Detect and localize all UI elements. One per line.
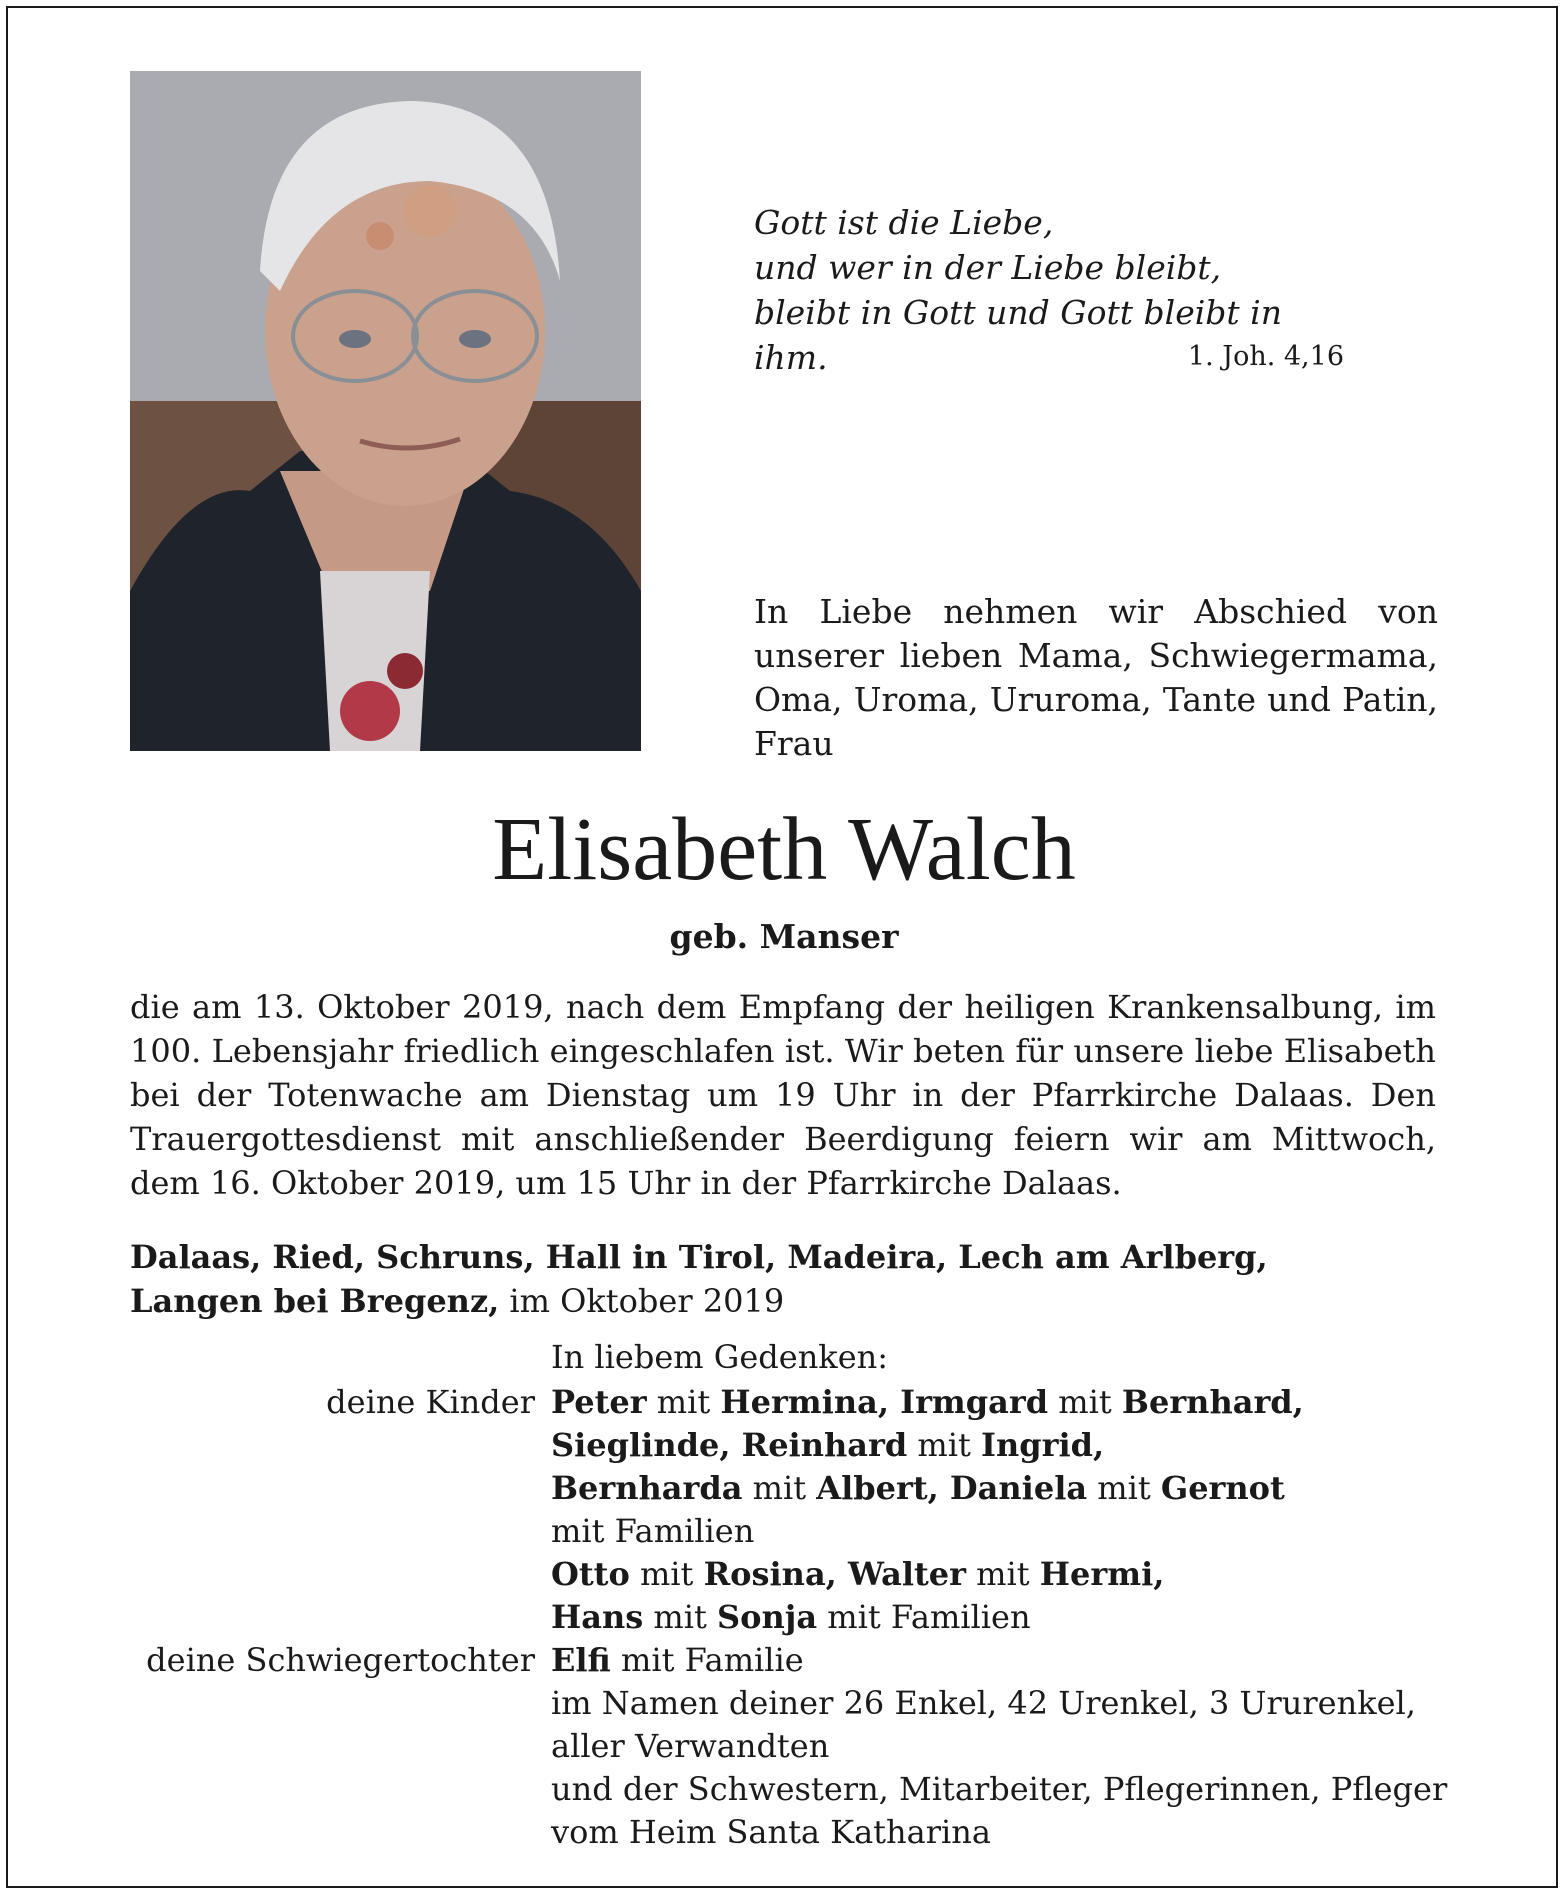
family-row: mit Familien <box>551 1512 755 1550</box>
places-date: im Oktober 2019 <box>499 1282 785 1320</box>
closing-line: vom Heim Santa Katharina <box>551 1813 991 1851</box>
name-bold: Bernhard, <box>1121 1383 1304 1421</box>
family-row <box>551 1639 1451 1682</box>
name-bold: Rosina, Walter <box>703 1555 966 1593</box>
family-row <box>551 1553 1451 1596</box>
announcement-text: die am 13. Oktober 2019, nach dem Empfang der heiligen Krankensalbung, im 100. Lebensjahr friedlich eingeschlafen ist. Wir beten für unsere liebe Elisabeth bei der Totenwache am Dienstag um 19 Uhr in der Pfarrkirche Dalaas. Den Trauergottesdienst mit anschließender Beerdigung feiern wir am Mittwoch, dem 16. Oktober 2019, um 15 Uhr in der Pfarrkirche Dalaas. <box>130 988 1436 1202</box>
name-bold: Sieglinde, Reinhard <box>551 1426 908 1464</box>
quote-line: und wer in der Liebe bleibt, <box>754 248 1222 287</box>
places-bold: Langen bei Bregenz, <box>130 1282 500 1320</box>
name-bold: Gernot <box>1160 1469 1285 1507</box>
family-row <box>551 1467 1451 1510</box>
name-bold: Hermina, Irmgard <box>720 1383 1049 1421</box>
quote-line: Gott ist die Liebe, <box>754 203 1054 242</box>
text-span: mit <box>966 1555 1040 1593</box>
family-row <box>551 1424 1451 1467</box>
closing-line: aller Verwandten <box>551 1727 830 1765</box>
children-label: deine Kinder <box>326 1383 535 1421</box>
name-bold: Hans <box>551 1598 644 1636</box>
daughter-in-law-label: deine Schwiegertochter <box>146 1641 535 1679</box>
name-bold: Ingrid, <box>980 1426 1105 1464</box>
memorial-heading: In liebem Gedenken: <box>551 1338 889 1376</box>
text-span: mit Familien <box>817 1598 1031 1636</box>
text-span: mit Familie <box>610 1641 804 1679</box>
closing-list <box>551 1639 1451 1854</box>
deceased-name: Elisabeth Walch <box>492 800 1076 899</box>
maiden-name: geb. Manser <box>669 917 899 956</box>
text-span: mit <box>643 1598 718 1636</box>
quote-reference: 1. Joh. 4,16 <box>1187 341 1344 372</box>
name-bold: Elfi <box>551 1641 611 1679</box>
name-bold: Peter <box>551 1383 647 1421</box>
name-bold: Albert, Daniela <box>816 1469 1088 1507</box>
places-line <box>130 1235 1450 1323</box>
places-bold: Dalaas, Ried, Schruns, Hall in Tirol, Madeira, Lech am Arlberg, <box>130 1238 1268 1276</box>
name-bold: Hermi, <box>1039 1555 1165 1593</box>
family-row <box>551 1596 1451 1639</box>
text-span: mit <box>742 1469 817 1507</box>
text-span: mit <box>907 1426 981 1464</box>
closing-line: im Namen deiner 26 Enkel, 42 Urenkel, 3 Ururenkel, <box>551 1684 1416 1722</box>
family-row <box>551 1381 1451 1424</box>
name-bold: Sonja <box>717 1598 818 1636</box>
children-list <box>551 1381 1451 1639</box>
farewell-intro: In Liebe nehmen wir Abschied von unserer lieben Mama, Schwiegermama, Oma, Uroma, Ururoma, Tante und Patin, Frau <box>754 592 1438 763</box>
text-span: mit <box>1048 1383 1122 1421</box>
closing-line: und der Schwestern, Mitarbeiter, Pflegerinnen, Pfleger <box>551 1770 1448 1808</box>
text-span: mit <box>629 1555 704 1593</box>
quote-line: bleibt in Gott und Gott bleibt in ihm. <box>754 293 1282 377</box>
name-bold: Bernharda <box>551 1469 743 1507</box>
name-bold: Otto <box>551 1555 630 1593</box>
portrait-photo <box>130 71 641 751</box>
text-span: mit <box>646 1383 721 1421</box>
text-span: mit <box>1087 1469 1161 1507</box>
